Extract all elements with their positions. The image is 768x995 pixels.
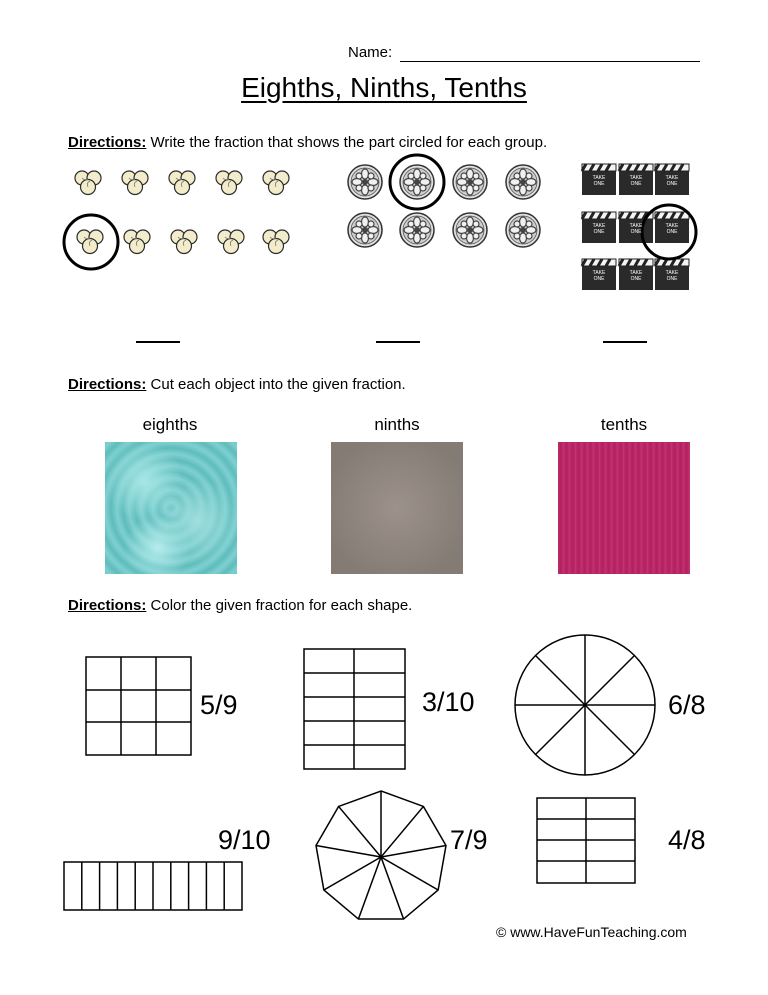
nonagon-slice-line xyxy=(358,857,381,919)
fraction-label-7-9: 7/9 xyxy=(450,825,488,855)
fraction-label-4-8: 4/8 xyxy=(668,825,706,855)
nonagon-slice-line xyxy=(381,857,438,890)
nonagon-slice-line xyxy=(381,806,423,857)
page-title: Eighths, Ninths, Tenths xyxy=(241,72,527,103)
strip-10-shape[interactable] xyxy=(64,862,242,910)
nonagon-slice-line xyxy=(381,857,404,919)
fraction-label-9-10: 9/10 xyxy=(218,825,271,855)
label-tenths: tenths xyxy=(600,415,648,434)
nonagon-slice-line xyxy=(324,857,381,890)
fraction-label-3-10: 3/10 xyxy=(422,687,475,717)
clapper-text: ONE xyxy=(593,229,605,235)
clapper-text: ONE xyxy=(630,229,642,235)
nonagon-slice-line xyxy=(316,846,381,857)
label-eighths: eighths xyxy=(142,415,198,434)
clapper-text: ONE xyxy=(666,181,678,187)
clapper-text: ONE xyxy=(593,181,605,187)
clapper-text: TAKE xyxy=(629,175,643,181)
rectangle-2x5-shape[interactable] xyxy=(304,649,405,769)
clapper-text: TAKE xyxy=(665,175,679,181)
label-ninths: ninths xyxy=(374,415,420,434)
clapper-text: TAKE xyxy=(592,223,606,229)
clapper-text: ONE xyxy=(666,229,678,235)
rectangle-2x4-shape[interactable] xyxy=(537,798,635,883)
directions-text: Write the fraction that shows the part circled for each group. xyxy=(150,134,548,151)
directions-label: Directions: xyxy=(68,597,147,614)
directions-text: Color the given fraction for each shape. xyxy=(150,597,413,614)
directions-label: Directions: xyxy=(68,376,147,393)
directions-label: Directions: xyxy=(68,134,147,151)
nonagon-9-slices-shape[interactable] xyxy=(316,791,446,919)
clapper-text: TAKE xyxy=(629,223,643,229)
circle-8-slices-shape[interactable] xyxy=(515,635,655,775)
clapper-text: ONE xyxy=(593,276,605,282)
clapper-text: ONE xyxy=(666,276,678,282)
grid-3x3-shape[interactable] xyxy=(86,657,191,755)
clapper-text: TAKE xyxy=(592,270,606,276)
name-label: Name: xyxy=(348,44,393,61)
clapper-text: ONE xyxy=(630,276,642,282)
nonagon-slice-line xyxy=(381,846,446,857)
directions-text: Cut each object into the given fraction. xyxy=(150,376,406,393)
nonagon-slice-line xyxy=(339,806,381,857)
copyright-text: © www.HaveFunTeaching.com xyxy=(496,924,687,940)
clapper-text: TAKE xyxy=(592,175,606,181)
fraction-label-5-9: 5/9 xyxy=(200,690,238,720)
fraction-label-6-8: 6/8 xyxy=(668,690,706,720)
clapper-text: TAKE xyxy=(665,270,679,276)
clapper-text: TAKE xyxy=(629,270,643,276)
clapper-text: TAKE xyxy=(665,223,679,229)
clapper-text: ONE xyxy=(630,181,642,187)
